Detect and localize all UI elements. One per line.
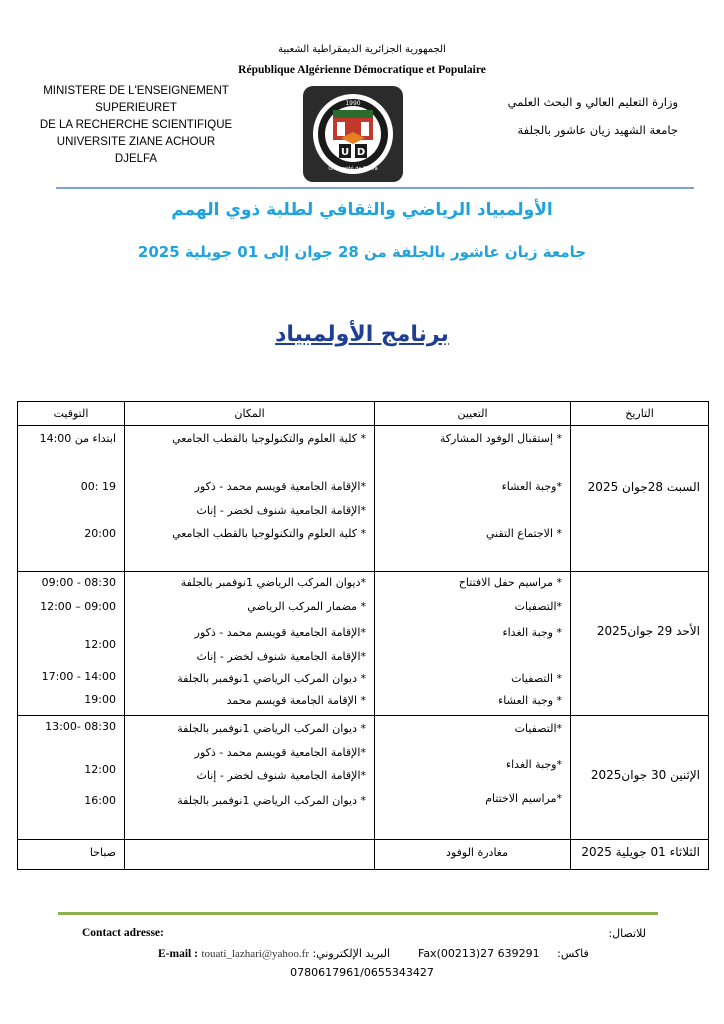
date-cell	[571, 426, 709, 572]
table-row	[18, 426, 709, 572]
time-item: 20:00	[84, 527, 116, 540]
place-item: * ديوان المركب الرياضي 1نوفمبر بالجلفة	[177, 672, 366, 685]
program-title: برنامج الأولمبياد	[275, 322, 449, 347]
time-item: 12:00	[84, 638, 116, 651]
time-item: 08:30 -13:00	[45, 720, 116, 733]
place-item: *الإقامة الجامعية قويسم محمد - ذكور	[194, 626, 366, 639]
fax-label-ar: فاكس:	[557, 947, 589, 960]
place-cell	[125, 840, 375, 870]
ministry-ar-line: جامعة الشهيد زيان عاشور بالجلفة	[517, 123, 678, 137]
ministry-ar-line: وزارة التعليم العالي و البحث العلمي	[507, 95, 678, 109]
email-label: E-mail :	[158, 948, 198, 960]
schedule-table	[17, 401, 709, 870]
place-cell	[125, 572, 375, 716]
email-line	[158, 947, 390, 960]
time-cell	[18, 716, 125, 840]
ministry-fr-line: DJELFA	[114, 153, 158, 165]
date-cell	[571, 572, 709, 716]
email-address[interactable]: touati_lazhari@yahoo.fr	[201, 948, 309, 960]
date-label: الأحد 29 جوان2025	[596, 624, 700, 638]
contact-label-fr: Contact adresse:	[82, 927, 164, 939]
event-item: مغادرة الوفود	[446, 846, 508, 859]
logo-name: Université de Djelfa	[328, 166, 378, 172]
place-item: *الإقامة الجامعية قويسم محمد - ذكور	[194, 480, 366, 493]
university-seal-icon	[303, 86, 403, 182]
email-label-ar: البريد الإلكتروني:	[312, 947, 391, 960]
date-label: الثلاثاء 01 جويلية 2025	[581, 845, 700, 859]
event-item: *وجبة الغداء	[505, 758, 562, 771]
place-item: *الإقامة الجامعية شنوف لخضر - إناث	[196, 504, 366, 517]
time-cell	[18, 840, 125, 870]
fax-line	[418, 947, 589, 960]
contact-label-ar: للاتصال:	[608, 927, 646, 940]
place-item: *الإقامة الجامعية شنوف لخضر - إناث	[196, 650, 366, 663]
event-item: *وجبة العشاء	[501, 480, 562, 493]
place-item: *ديوان المركب الرياضي 1نوفمبر بالجلفة	[180, 576, 366, 589]
header-date: التاريخ	[571, 402, 709, 426]
event-cell	[375, 840, 571, 870]
logo-letter-d: D	[356, 147, 366, 158]
event-item: *التصفيات	[514, 722, 562, 735]
event-subtitle: جامعة زيان عاشور بالجلفة من 28 جوان إلى 01 جويلية 2025	[137, 243, 587, 261]
event-item: * الاجتماع التقني	[486, 527, 562, 540]
phone-numbers: 0780617961/0655343427	[290, 966, 434, 979]
fax-number: Fax(00213)27 639291	[418, 947, 540, 960]
place-item: * الإقامة الجامعة قويسم محمد	[226, 694, 366, 707]
time-item: 16:00	[84, 794, 116, 807]
logo-letter-u: U	[340, 147, 350, 158]
table-row	[18, 716, 709, 840]
event-item: * التصفيات	[511, 672, 562, 685]
event-cell	[375, 716, 571, 840]
time-item: 19 :00	[80, 480, 116, 493]
event-item: *مراسيم الاختتام	[485, 792, 562, 805]
event-item: * وجبة الغداء	[502, 626, 562, 639]
date-cell	[571, 716, 709, 840]
event-item: * وجبة العشاء	[498, 694, 562, 707]
ministry-fr-line: UNIVERSITE ZIANE ACHOUR	[56, 136, 216, 148]
event-item: * إستقبال الوفود المشاركة	[439, 432, 562, 445]
time-item: صباحا	[89, 846, 116, 859]
time-item: 19:00	[84, 693, 116, 706]
ministry-fr-line: DE LA RECHERCHE SCIENTIFIQUE	[39, 119, 233, 131]
place-cell	[125, 716, 375, 840]
table-row	[18, 840, 709, 870]
header-event: التعيين	[375, 402, 571, 426]
footer-divider	[58, 912, 658, 915]
logo-year: 1990	[345, 100, 361, 107]
time-item: 12:00	[84, 763, 116, 776]
ministry-french	[6, 83, 266, 168]
event-item: *التصفيات	[514, 600, 562, 613]
time-item: ابتداء من 14:00	[39, 432, 116, 445]
event-cell	[375, 572, 571, 716]
place-item: * مضمار المركب الرياضي	[247, 600, 366, 613]
place-item: *الإقامة الجامعية قويسم محمد - ذكور	[194, 746, 366, 759]
republic-french: République Algérienne Démocratique et Populaire	[238, 64, 486, 76]
time-cell	[18, 572, 125, 716]
event-title: الأولمبياد الرياضي والثقافي لطلبة ذوي الهمم	[171, 200, 553, 220]
ministry-fr-line: MINISTERE DE L'ENSEIGNEMENT SUPERIEURET	[43, 85, 229, 114]
time-item: 09:00 – 12:00	[40, 600, 116, 613]
place-item: * كلية العلوم والتكنولوجيا بالقطب الجامعي	[172, 432, 366, 445]
time-cell	[18, 426, 125, 572]
header-time: التوقيت	[18, 402, 125, 426]
event-item: * مراسيم حفل الافتتاح	[458, 576, 562, 589]
place-cell	[125, 426, 375, 572]
date-label: السبت 28جوان 2025	[587, 480, 700, 494]
event-cell	[375, 426, 571, 572]
header-divider	[56, 187, 694, 189]
table-row	[18, 572, 709, 716]
header-place: المكان	[125, 402, 375, 426]
date-label: الإثنين 30 جوان2025	[590, 768, 700, 782]
date-cell	[571, 840, 709, 870]
time-item: 08:30 - 09:00	[41, 576, 116, 589]
place-item: * ديوان المركب الرياضي 1نوفمبر بالجلفة	[177, 722, 366, 735]
time-item: 14:00 - 17:00	[41, 670, 116, 683]
place-item: *الإقامة الجامعية شنوف لخضر - إناث	[196, 769, 366, 782]
university-logo	[303, 86, 403, 182]
republic-arabic: الجمهورية الجزائرية الديمقراطية الشعبية	[278, 44, 446, 55]
place-item: * ديوان المركب الرياضي 1نوفمبر بالجلفة	[177, 794, 366, 807]
table-header-row	[18, 402, 709, 426]
ministry-arabic	[448, 88, 678, 144]
place-item: * كلية العلوم والتكنولوجيا بالقطب الجامعي	[172, 527, 366, 540]
